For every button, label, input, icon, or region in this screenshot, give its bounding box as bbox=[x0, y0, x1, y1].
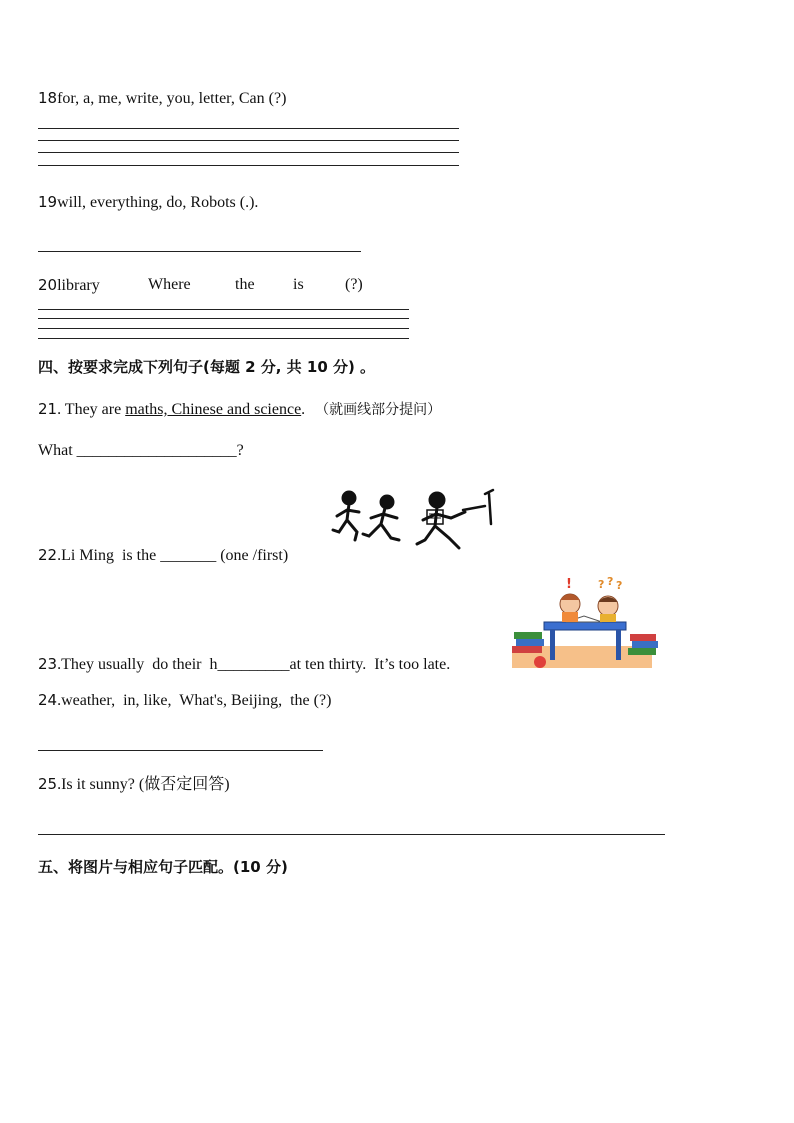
question-text: .Li Ming is the _______ (one /first) bbox=[57, 547, 289, 564]
section-heading: 四、按要求完成下列句子(每题 2 分, 共 10 分) 。 bbox=[38, 358, 376, 376]
answer-line[interactable] bbox=[38, 318, 409, 319]
answer-line[interactable] bbox=[38, 309, 409, 310]
answer-line[interactable] bbox=[38, 338, 409, 339]
svg-text:?: ? bbox=[607, 576, 614, 588]
question-number: 22 bbox=[38, 546, 58, 564]
svg-text:?: ? bbox=[616, 579, 623, 592]
question-text: .Is it sunny? (做否定回答) bbox=[57, 776, 230, 793]
answer-line[interactable] bbox=[38, 251, 361, 252]
question-number: 23 bbox=[38, 655, 58, 673]
question-text: . They are bbox=[57, 401, 126, 418]
word: Where bbox=[148, 276, 191, 293]
answer-line[interactable] bbox=[38, 128, 459, 129]
question-number: 24 bbox=[38, 691, 58, 709]
question-25 bbox=[38, 774, 230, 795]
question-number: 21 bbox=[38, 400, 58, 418]
question-text: will, everything, do, Robots (.) bbox=[57, 194, 255, 211]
runners-race-illustration bbox=[325, 488, 500, 556]
answer-line[interactable] bbox=[38, 140, 459, 141]
word: is bbox=[293, 276, 304, 293]
answer-line[interactable] bbox=[38, 834, 665, 835]
question-text: . bbox=[301, 401, 306, 418]
question-21 bbox=[38, 399, 441, 420]
answer-line[interactable] bbox=[38, 750, 323, 751]
question-text: .weather, in, like, What's, Beijing, the (?) bbox=[57, 692, 332, 709]
word: (?) bbox=[345, 276, 363, 293]
question-number: 20 bbox=[38, 276, 58, 294]
question-text: for, a, me, write, you, letter, Can (?) bbox=[57, 90, 287, 107]
word: the bbox=[235, 276, 255, 293]
question-24 bbox=[38, 690, 331, 711]
instruction: （就画线部分提问） bbox=[315, 402, 442, 418]
question-text: .They usually do their h_________at ten thirty. It’s too late. bbox=[57, 656, 451, 673]
answer-line[interactable] bbox=[38, 165, 459, 166]
answer-line[interactable] bbox=[38, 328, 409, 329]
question-20 bbox=[38, 275, 100, 296]
svg-text:!: ! bbox=[566, 577, 572, 592]
answer-line[interactable]: What ____________________? bbox=[38, 442, 244, 459]
question-number: 19 bbox=[38, 193, 58, 211]
question-22 bbox=[38, 545, 288, 566]
svg-text:?: ? bbox=[598, 578, 605, 591]
question-18 bbox=[38, 88, 286, 109]
question-number: 18 bbox=[38, 89, 58, 107]
word: library bbox=[57, 277, 100, 294]
question-19: 19will, everything, do, Robots (.). bbox=[38, 193, 259, 211]
answer-line[interactable] bbox=[38, 152, 459, 153]
children-studying-at-desk-illustration bbox=[504, 576, 660, 672]
question-23 bbox=[38, 654, 450, 675]
section-heading: 五、将图片与相应句子匹配。(10 分) bbox=[38, 858, 288, 876]
underlined-text: maths, Chinese and science bbox=[125, 401, 302, 418]
question-number: 25 bbox=[38, 775, 58, 793]
